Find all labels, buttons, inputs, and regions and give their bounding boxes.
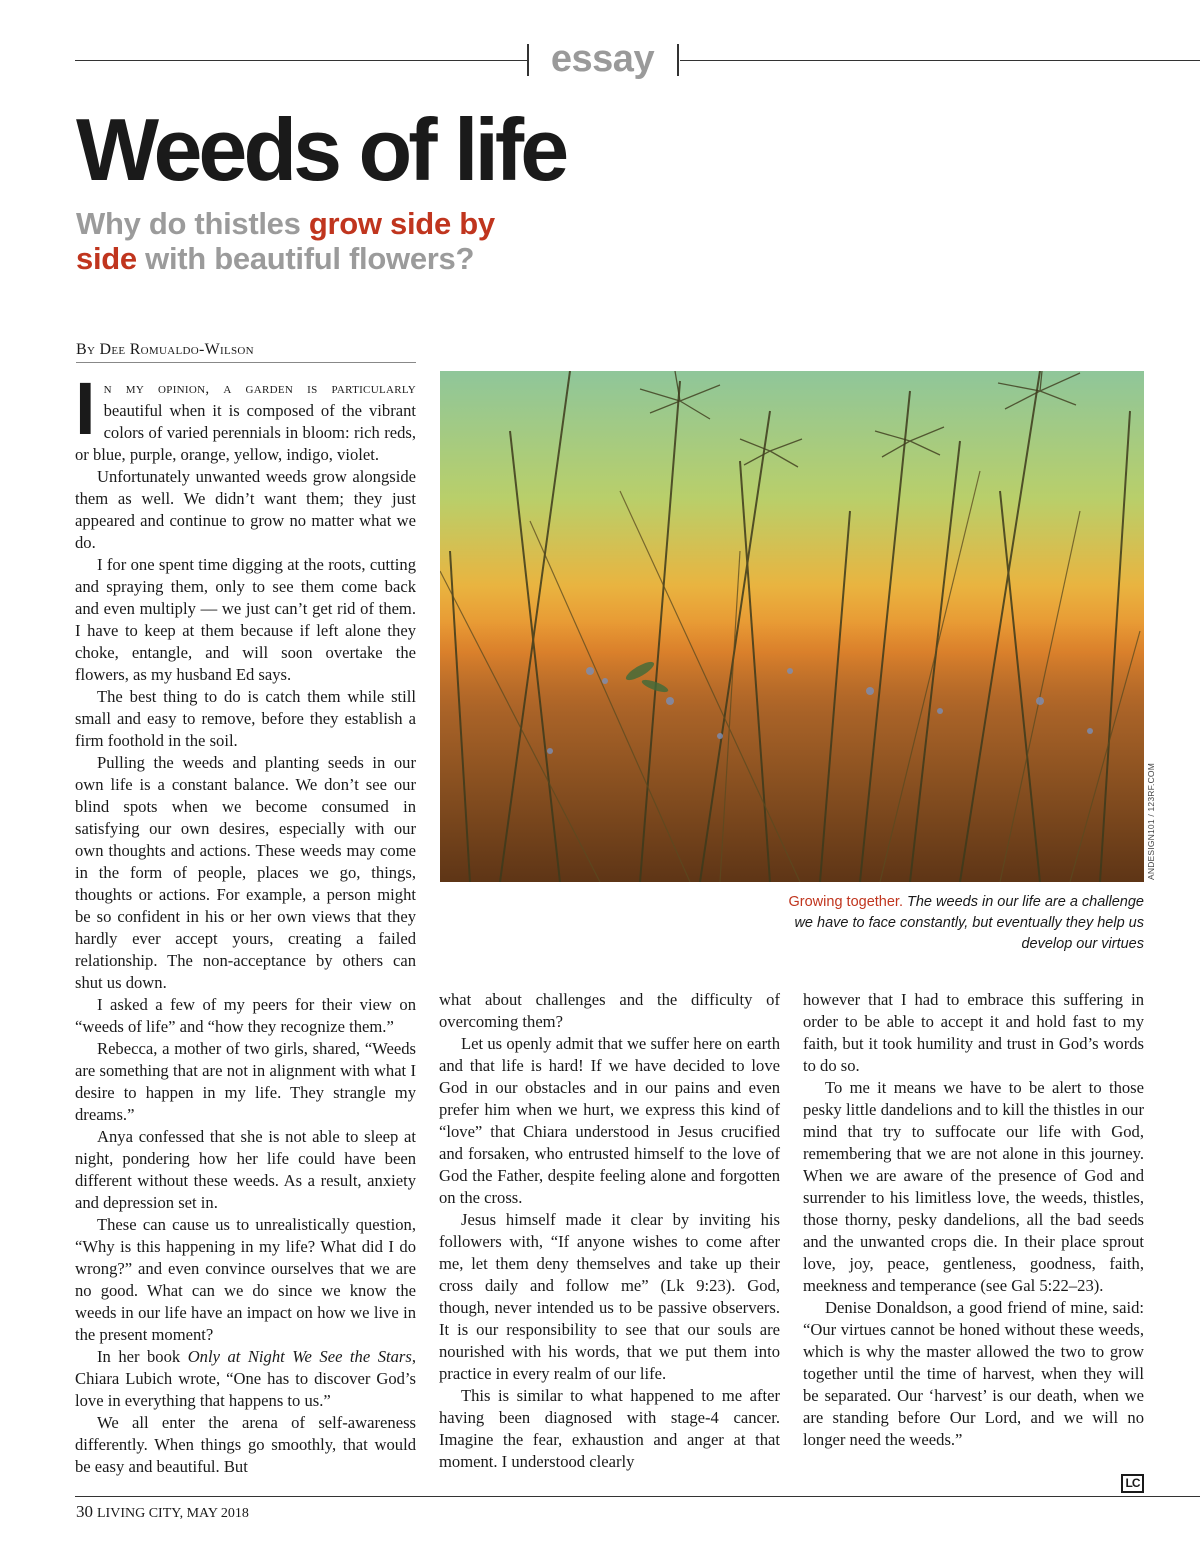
subtitle-part2: with beautiful flowers? <box>136 241 475 276</box>
paragraph: Jesus himself made it clear by inviting his followers with, “If anyone wishes to come after me, let them deny themselves and take up their cross daily and follow me” (Lk 9:23). God, though, never intended us to be passive observers. It is our responsibility to see that our souls are nourished with his words, that we put them into practice in every realm of our life. <box>439 1210 780 1383</box>
section-tick-left <box>527 44 529 76</box>
paragraph: Anya confessed that she is not able to sleep at night, pondering how her life could have been different without these weeds. As a result, anxiety and depression set in. <box>75 1127 416 1212</box>
subtitle-accent: grow side by side <box>76 206 495 276</box>
paragraph: We all enter the arena of self-awareness differently. When things go smoothly, that would be easy and beautiful. But <box>75 1413 416 1476</box>
caption-body: The weeds in our life are a challenge we have to face constantly, but eventually they help us develop our virtues <box>794 894 1144 952</box>
paragraph: I asked a few of my peers for their view on “weeds of life” and “how they recognize them.” <box>75 995 416 1036</box>
lead-small-caps: n my opinion, a garden is particularly <box>103 381 416 397</box>
section-label: essay <box>550 38 655 80</box>
footer-rule <box>75 1496 1200 1497</box>
section-rule-left <box>75 60 527 61</box>
paragraph: Denise Donaldson, a good friend of mine, said: “Our virtues cannot be honed without these weeds, which is why the master allowed the two to grow together until the time of harvest, when they will be separated. Our ‘harvest’ is our death, when we are standing before Our Lord, and we will no longer need the weeds.” <box>803 1298 1144 1449</box>
paragraph-continued: however that I had to embrace this suffering in order to be able to accept it and hold fast to my faith, but it took humility and trust in God’s words to do so. <box>803 990 1144 1075</box>
text-run: In her book <box>97 1347 188 1366</box>
paragraph: Unfortunately unwanted weeds grow alongside them as well. We didn’t want them; they just appeared and continue to grow no matter what we do. <box>75 467 416 552</box>
end-mark-logo: LC <box>1121 1474 1144 1493</box>
drop-cap: I <box>75 367 96 450</box>
caption-title: Growing together. <box>788 894 903 910</box>
book-title: Only at Night We See the Stars <box>187 1347 412 1366</box>
publication-info: LIVING CITY, MAY 2018 <box>97 1506 249 1521</box>
paragraph: Let us openly admit that we suffer here on earth and that life is hard! If we have decided to love God in our obstacles and in our pains and even prefer him when we hurt, we express this kind of “love” that Chiara understood in Jesus crucified and forsaken, who entrusted himself to the love of God the Father, despite feeling alone and forgotten on the cross. <box>439 1034 780 1207</box>
article-column-3 <box>803 989 1144 1451</box>
lead-rest: beautiful when it is composed of the vibrant colors of varied perennials in bloom: rich reds, or blue, purple, orange, yellow, indigo, violet. <box>75 401 416 464</box>
section-tick-right <box>677 44 679 76</box>
article-title: Weeds of life <box>76 100 566 199</box>
byline: By Dee Romualdo-Wilson <box>76 341 416 363</box>
section-rule-right <box>680 60 1200 61</box>
paragraph <box>75 1346 416 1412</box>
text-run: , Chiara Lubich wrote, “One has to discover God’s love in everything that happens to us.” <box>75 1347 416 1410</box>
paragraph: I for one spent time digging at the roots, cutting and spraying them, only to see them come back and even multiply — we just can’t get rid of them. I have to keep at them because if left alone they choke, entangle, and will soon overtake the flowers, as my husband Ed says. <box>75 555 416 684</box>
page-footer <box>76 1502 249 1522</box>
paragraph: Pulling the weeds and planting seeds in our own life is a constant balance. We don’t see our blind spots when we become consumed in satisfying our own desires, especially with our own thoughts and actions. These weeds may come in the form of people, places we go, things, thoughts or actions. For example, a person might be so confident in his or her own views that they hardly ever accept yours, creating a failed relationship. The non-acceptance by others can shut us down. <box>75 753 416 992</box>
article-subtitle <box>76 206 546 276</box>
article-column-1 <box>75 367 416 1478</box>
weeds-photo <box>440 371 1144 882</box>
paragraph-continued: what about challenges and the difficulty of overcoming them? <box>439 990 780 1031</box>
paragraph: Rebecca, a mother of two girls, shared, “Weeds are something that are not in alignment with what I desire to happen in my life. They strangle my dreams.” <box>75 1039 416 1124</box>
paragraph: This is similar to what happened to me after having been diagnosed with stage-4 cancer. Imagine the fear, exhaustion and anger at that moment. I understood clearly <box>439 1386 780 1471</box>
lead-paragraph <box>75 367 416 466</box>
photo-caption <box>780 892 1144 955</box>
paragraph: These can cause us to unrealistically question, “Why is this happening in my life? What did I do wrong?” and even convince ourselves that we are no good. What can we do since we know the weeds in our life have an impact on how we live in the present moment? <box>75 1215 416 1344</box>
subtitle-part1: Why do thistles <box>76 206 309 241</box>
paragraph: The best thing to do is catch them while still small and easy to remove, before they establish a firm foothold in the soil. <box>75 687 416 750</box>
article-column-2 <box>439 989 780 1473</box>
page-number: 30 <box>76 1502 93 1521</box>
photo-credit: ANDESIGN101 / 123RF.COM <box>1146 762 1156 880</box>
paragraph: To me it means we have to be alert to those pesky little dandelions and to kill the thistles in our mind that try to suffocate our life with God, remembering that we are not alone in this journey. When we are aware of the presence of God and surrender to his limitless love, the weeds, thistles, those thorny, pesky dandelions, all the bad seeds and the unwanted crops die. In their place sprout love, joy, peace, gentleness, goodness, faith, meekness and temperance (see Gal 5:22–23). <box>803 1078 1144 1295</box>
